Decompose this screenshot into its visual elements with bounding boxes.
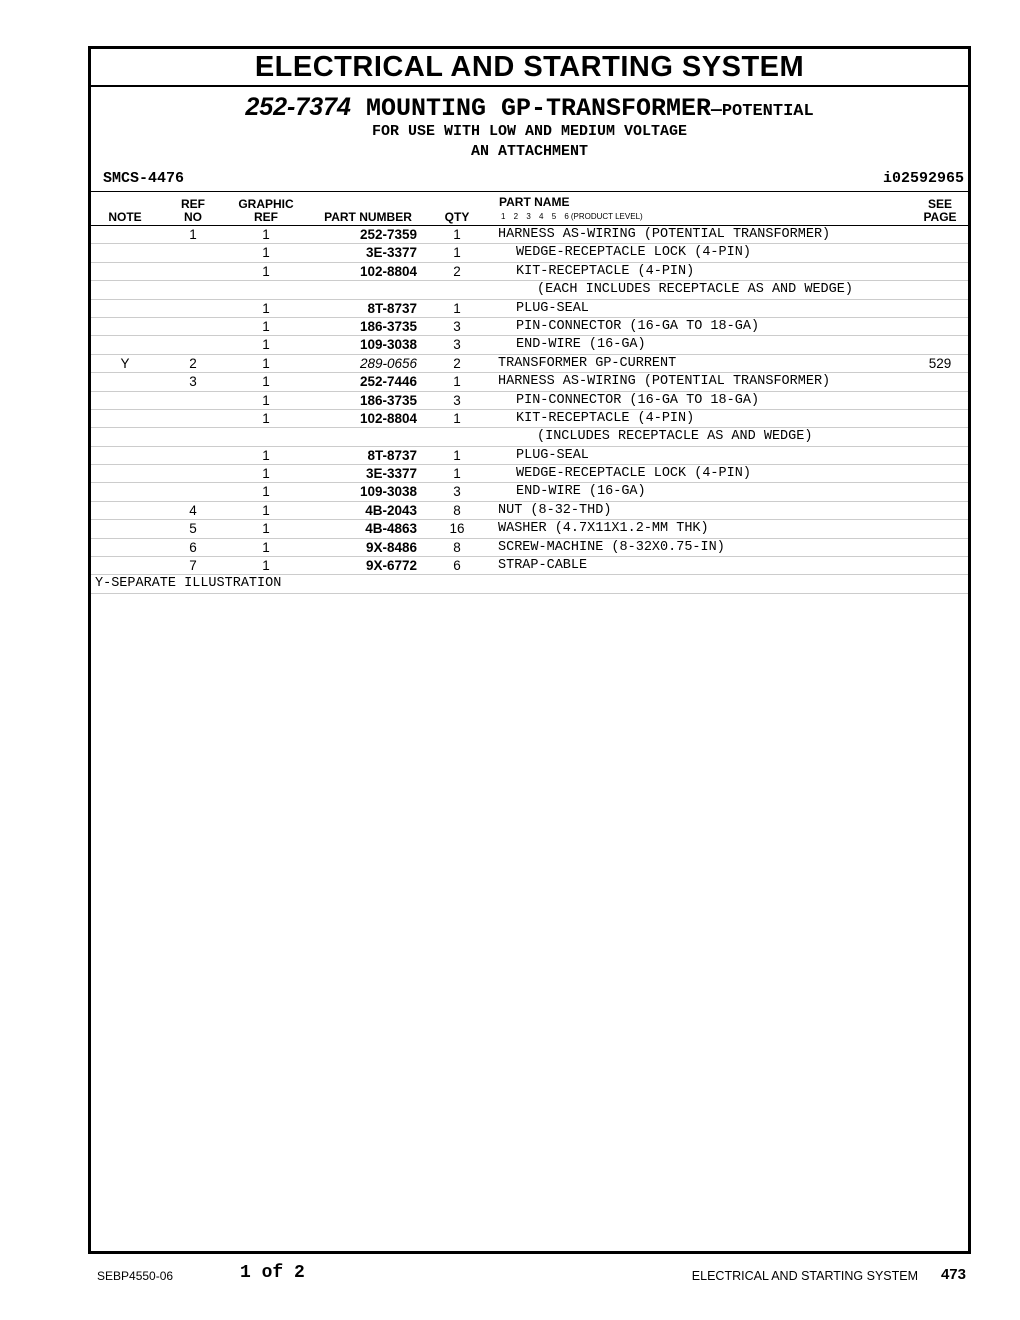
col-header-ref: REF NO: [181, 197, 205, 224]
info-reference: i02592965: [882, 170, 964, 187]
part-number-cell: 252-7359: [359, 227, 417, 242]
col-header-see-page: SEE PAGE: [923, 197, 957, 224]
qty-cell: 8: [453, 502, 461, 518]
footer-page-number: 473: [940, 1266, 966, 1283]
part-number-cell: 109-3038: [359, 484, 417, 500]
group-subtitle-2: AN ATTACHMENT: [470, 143, 589, 160]
table-row: [91, 539, 968, 557]
part-name-cell: PLUG-SEAL: [516, 300, 589, 316]
qty-cell: 2: [453, 355, 461, 371]
group-dash: —: [711, 101, 722, 121]
qty-cell: 6: [453, 558, 461, 574]
part-name-cell: (EACH INCLUDES RECEPTACLE AS AND WEDGE): [537, 282, 853, 298]
graphic-ref-cell: 1: [262, 337, 270, 353]
footnote: Y-SEPARATE ILLUSTRATION: [95, 576, 282, 592]
part-number-cell: 289-0656: [359, 355, 417, 371]
footer-doc-id: SEBP4550-06: [97, 1269, 174, 1283]
part-number-cell: 8T-8737: [367, 300, 417, 316]
part-name-cell: WEDGE-RECEPTACLE LOCK (4-PIN): [516, 245, 751, 261]
table-row: [91, 502, 968, 520]
part-name-cell: PIN-CONNECTOR (16-GA TO 18-GA): [516, 318, 760, 334]
qty-cell: 16: [449, 521, 465, 537]
qty-cell: 3: [453, 484, 461, 500]
col-header-part-number: PART NUMBER: [324, 210, 412, 224]
see-page-cell: 529: [928, 355, 952, 371]
parts-table: [91, 226, 968, 594]
part-name-cell: NUT (8-32-THD): [498, 502, 612, 518]
table-row: [91, 281, 968, 299]
part-name-cell: PLUG-SEAL: [516, 447, 589, 463]
qty-cell: 1: [453, 300, 461, 316]
part-name-cell: PIN-CONNECTOR (16-GA TO 18-GA): [516, 392, 760, 408]
part-name-cell: KIT-RECEPTACLE (4-PIN): [516, 410, 695, 426]
part-number-cell: 109-3038: [359, 337, 417, 353]
qty-cell: 1: [453, 466, 461, 482]
group-name: MOUNTING GP-TRANSFORMER: [365, 94, 712, 123]
part-name-cell: WASHER (4.7X11X1.2-MM THK): [498, 521, 709, 537]
header-rule-top: [91, 191, 968, 192]
ref-no-cell: 2: [189, 355, 197, 371]
part-number-cell: 186-3735: [359, 392, 417, 408]
ref-no-cell: 3: [189, 374, 197, 390]
footer-page-of: 1 of 2: [240, 1263, 305, 1283]
page-frame: [88, 46, 971, 1254]
col-header-part-name: PART NAME: [499, 195, 570, 209]
table-row: [91, 520, 968, 538]
graphic-ref-cell: 1: [262, 410, 270, 426]
part-number-cell: 3E-3377: [365, 466, 417, 482]
graphic-ref-cell: 1: [262, 245, 270, 261]
qty-cell: 2: [453, 263, 461, 279]
graphic-ref-cell: 1: [262, 263, 270, 279]
table-row: [91, 355, 968, 373]
graphic-ref-cell: 1: [262, 392, 270, 408]
product-level-numbers: 1 2 3 4 5 6 (PRODUCT LEVEL): [501, 212, 643, 221]
part-number-cell: 3E-3377: [365, 245, 417, 261]
graphic-ref-cell: 1: [262, 484, 270, 500]
part-number-cell: 9X-6772: [365, 558, 417, 574]
part-name-cell: HARNESS AS-WIRING (POTENTIAL TRANSFORMER): [498, 374, 831, 390]
col-header-note: NOTE: [108, 210, 142, 224]
table-row: [91, 428, 968, 446]
qty-cell: 3: [453, 392, 461, 408]
ref-no-cell: 1: [189, 227, 197, 242]
ref-no-cell: 5: [189, 521, 197, 537]
part-name-cell: END-WIRE (16-GA): [516, 484, 646, 500]
part-name-cell: WEDGE-RECEPTACLE LOCK (4-PIN): [516, 466, 751, 482]
ref-no-cell: 7: [189, 558, 197, 574]
footnote-row: [91, 575, 968, 593]
system-title: ELECTRICAL AND STARTING SYSTEM: [91, 49, 968, 87]
part-name-cell: SCREW-MACHINE (8-32X0.75-IN): [498, 539, 725, 555]
part-number-cell: 186-3735: [359, 318, 417, 334]
part-number-cell: 102-8804: [359, 410, 417, 426]
part-number-cell: 8T-8737: [367, 447, 417, 463]
table-row: [91, 447, 968, 465]
qty-cell: 3: [453, 318, 461, 334]
graphic-ref-cell: 1: [262, 447, 270, 463]
part-number-cell: 4B-4863: [365, 521, 417, 537]
graphic-ref-cell: 1: [262, 558, 270, 574]
part-name-cell: HARNESS AS-WIRING (POTENTIAL TRANSFORMER): [498, 227, 831, 242]
table-row: [91, 373, 968, 391]
graphic-ref-cell: 1: [262, 318, 270, 334]
smcs-code: SMCS-4476: [103, 170, 185, 187]
table-row: [91, 410, 968, 428]
table-row: [91, 263, 968, 281]
table-row: [91, 557, 968, 575]
table-row: [91, 226, 968, 244]
part-name-cell: (INCLUDES RECEPTACLE AS AND WEDGE): [537, 429, 813, 445]
col-header-graphic-ref: GRAPHIC REF: [238, 197, 294, 224]
group-title: [91, 93, 968, 126]
qty-cell: 1: [453, 447, 461, 463]
graphic-ref-cell: 1: [262, 355, 270, 371]
table-row: [91, 300, 968, 318]
graphic-ref-cell: 1: [262, 539, 270, 555]
graphic-ref-cell: 1: [262, 466, 270, 482]
col-header-qty: QTY: [444, 210, 470, 224]
qty-cell: 1: [453, 374, 461, 390]
qty-cell: 8: [453, 539, 461, 555]
group-subtitle-1: FOR USE WITH LOW AND MEDIUM VOLTAGE: [371, 123, 688, 140]
part-name-cell: END-WIRE (16-GA): [516, 337, 646, 353]
graphic-ref-cell: 1: [262, 227, 270, 242]
graphic-ref-cell: 1: [262, 521, 270, 537]
ref-no-cell: 4: [189, 502, 197, 518]
qty-cell: 1: [453, 410, 461, 426]
table-row: [91, 318, 968, 336]
table-row: [91, 244, 968, 262]
graphic-ref-cell: 1: [262, 502, 270, 518]
graphic-ref-cell: 1: [262, 300, 270, 316]
graphic-ref-cell: 1: [262, 374, 270, 390]
part-number-cell: 252-7446: [359, 374, 417, 390]
table-row: [91, 483, 968, 501]
ref-no-cell: 6: [189, 539, 197, 555]
qty-cell: 1: [453, 227, 461, 242]
qty-cell: 1: [453, 245, 461, 261]
part-name-cell: TRANSFORMER GP-CURRENT: [498, 355, 677, 371]
table-row: [91, 336, 968, 354]
part-number-cell: 4B-2043: [365, 502, 417, 518]
group-suffix: POTENTIAL: [721, 102, 814, 121]
part-number-cell: 9X-8486: [365, 539, 417, 555]
note-cell: Y: [120, 355, 130, 371]
part-name-cell: STRAP-CABLE: [498, 558, 588, 574]
table-row: [91, 465, 968, 483]
part-name-cell: KIT-RECEPTACLE (4-PIN): [516, 263, 695, 279]
group-part-number: 252-7374: [245, 93, 351, 121]
footer-section: ELECTRICAL AND STARTING SYSTEM: [691, 1269, 918, 1283]
part-number-cell: 102-8804: [359, 263, 417, 279]
qty-cell: 3: [453, 337, 461, 353]
table-row: [91, 392, 968, 410]
